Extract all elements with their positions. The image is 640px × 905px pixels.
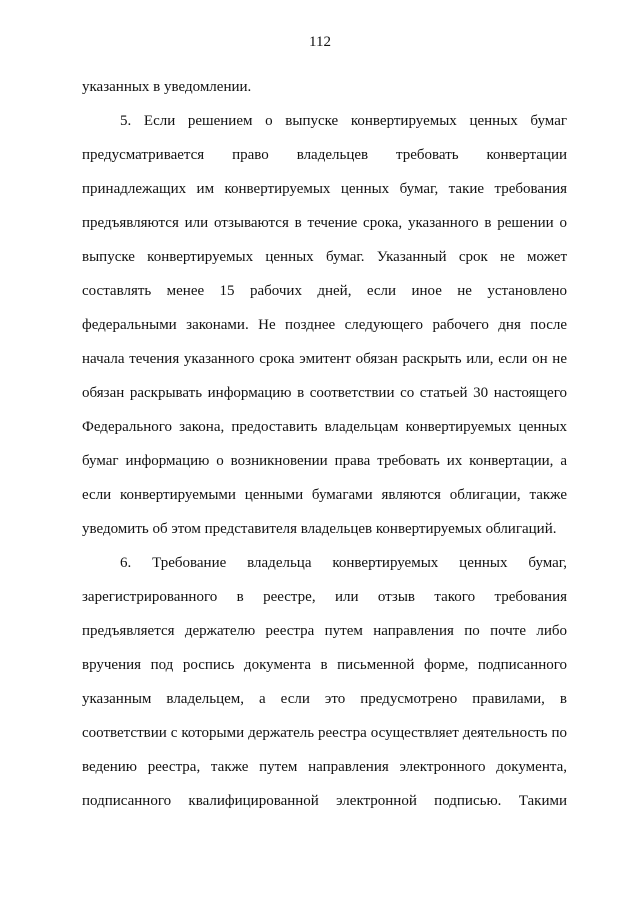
- text-line: предусматривается право владельцев требовать конвертации: [82, 147, 567, 163]
- paragraph-continued: [82, 70, 567, 104]
- text-line: бумаг информацию о возникновении права требовать их конвертации, а: [82, 453, 567, 469]
- text-line: принадлежащих им конвертируемых ценных бумаг, такие требования: [82, 181, 567, 197]
- page-number: 112: [309, 34, 331, 50]
- text-line: предъявляются или отзываются в течение срока, указанного в решении о: [82, 215, 567, 231]
- text-line: Федерального закона, предоставить владельцам конвертируемых ценных: [82, 419, 567, 435]
- text-line: 5. Если решением о выпуске конвертируемых ценных бумаг: [120, 113, 567, 129]
- text-line: выпуске конвертируемых ценных бумаг. Указанный срок не может: [82, 249, 567, 265]
- text-line: вручения под роспись документа в письменной форме, подписанного: [82, 657, 567, 673]
- text-line: подписанного квалифицированной электронной подписью. Такими: [82, 793, 567, 809]
- text-line: предъявляется держателю реестра путем направления по почте либо: [82, 623, 567, 639]
- text-line: составлять менее 15 рабочих дней, если иное не установлено: [82, 283, 567, 299]
- text-line: федеральными законами. Не позднее следующего рабочего дня после: [82, 317, 567, 333]
- text-line: указанных в уведомлении.: [82, 79, 252, 95]
- text-line: 6. Требование владельца конвертируемых ценных бумаг,: [120, 555, 567, 571]
- text-line: зарегистрированного в реестре, или отзыв такого требования: [82, 589, 567, 605]
- text-line: уведомить об этом представителя владельцев конвертируемых облигаций.: [82, 521, 557, 537]
- text-line: обязан раскрывать информацию в соответствии со статьей 30 настоящего: [82, 385, 567, 401]
- text-line: если конвертируемыми ценными бумагами являются облигации, также: [82, 487, 567, 503]
- paragraph-5: [82, 104, 567, 546]
- paragraph-6: [82, 546, 567, 818]
- text-line: соответствии с которыми держатель реестра осуществляет деятельность по: [82, 725, 567, 741]
- text-line: ведению реестра, также путем направления электронного документа,: [82, 759, 567, 775]
- document-body: [82, 70, 567, 818]
- text-line: указанным владельцем, а если это предусмотрено правилами, в: [82, 691, 567, 707]
- text-line: начала течения указанного срока эмитент обязан раскрыть или, если он не: [82, 351, 567, 367]
